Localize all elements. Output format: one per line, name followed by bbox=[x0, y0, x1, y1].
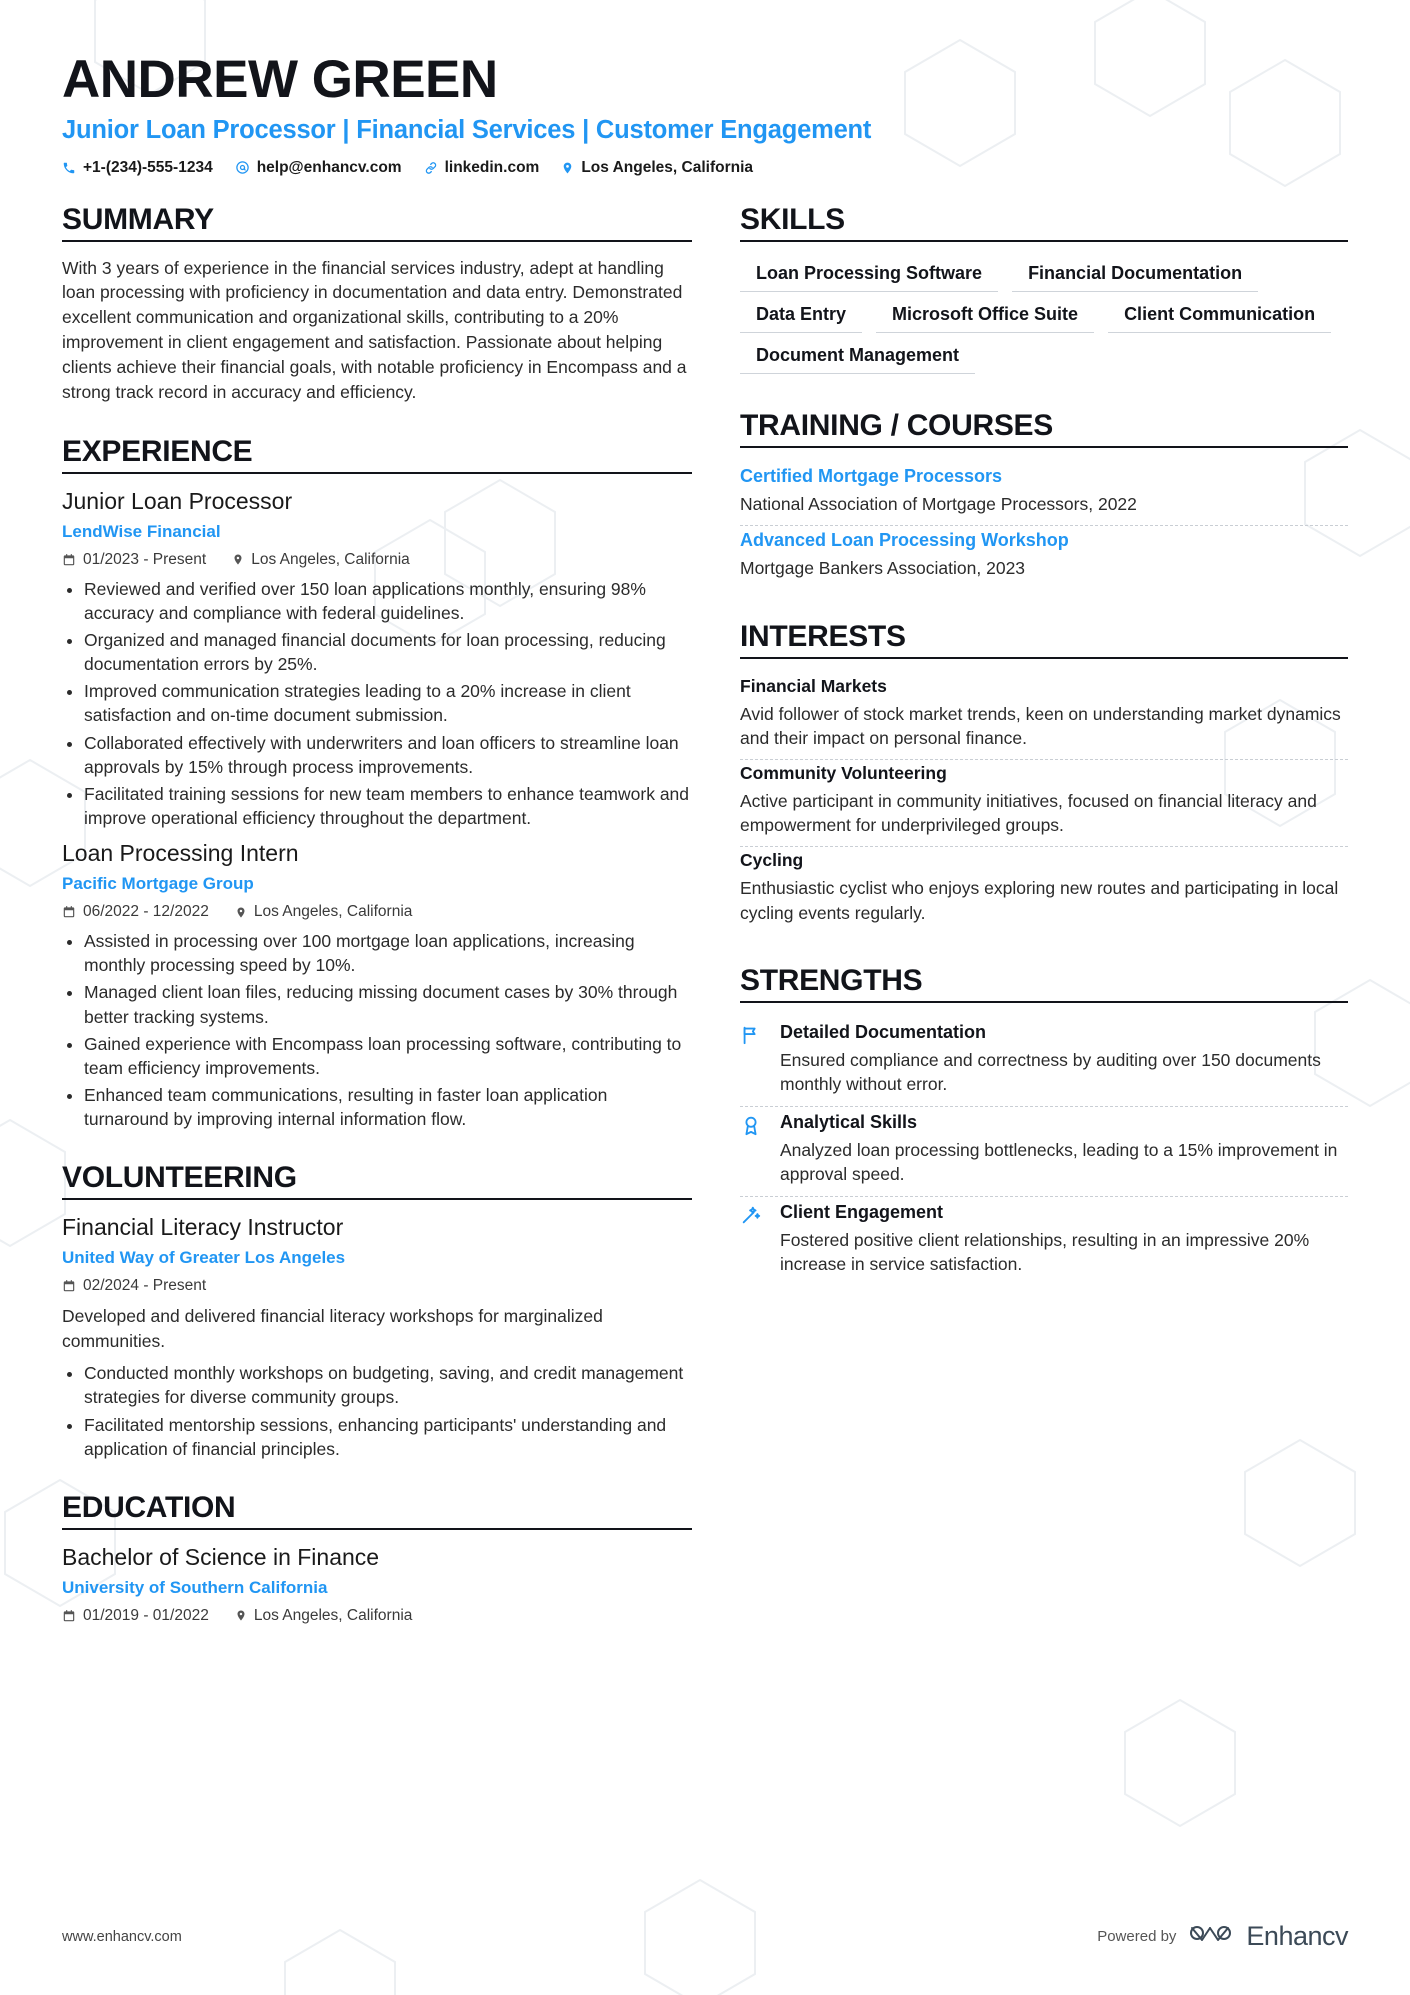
section-title-interests: INTERESTS bbox=[740, 620, 1348, 659]
list-item: • Improved communication strategies leading to a 20% increase in client satisfaction and on-time document submission. bbox=[84, 679, 692, 727]
section-interests bbox=[740, 620, 1348, 934]
location-icon bbox=[232, 552, 244, 567]
experience-bullets bbox=[62, 929, 692, 1131]
section-title-skills: SKILLS bbox=[740, 203, 1348, 242]
experience-company[interactable]: Pacific Mortgage Group bbox=[62, 874, 254, 894]
experience-location bbox=[232, 551, 410, 569]
contact-location bbox=[561, 159, 753, 177]
education-dates-text: 01/2019 - 01/2022 bbox=[83, 1606, 209, 1624]
course-name[interactable]: Advanced Loan Processing Workshop bbox=[740, 530, 1069, 551]
skill-chip: Financial Documentation bbox=[1012, 256, 1258, 292]
interest-item bbox=[740, 760, 1348, 847]
interest-name: Community Volunteering bbox=[740, 763, 947, 784]
section-summary bbox=[62, 203, 692, 405]
list-item: • Managed client loan files, reducing missing document cases by 30% through better tracking systems. bbox=[84, 980, 692, 1028]
interest-detail: Avid follower of stock market trends, keen on understanding market dynamics and their impact on personal finance. bbox=[740, 703, 1341, 749]
calendar-icon bbox=[62, 905, 76, 919]
interest-item bbox=[740, 847, 1348, 933]
list-item: • Gained experience with Encompass loan processing software, contributing to team efficiency improvements. bbox=[84, 1032, 692, 1080]
education-location bbox=[235, 1607, 413, 1625]
page-footer bbox=[62, 1920, 1348, 1953]
magic-wand-icon bbox=[740, 1202, 766, 1276]
education-meta bbox=[62, 1607, 692, 1625]
list-item: • Organized and managed financial documents for loan processing, reducing documentation errors by 25%. bbox=[84, 628, 692, 676]
volunteering-entry bbox=[62, 1214, 692, 1461]
contact-link-text: linkedin.com bbox=[444, 158, 540, 176]
resume-header bbox=[62, 52, 1348, 177]
page-title: ANDREW GREEN bbox=[62, 50, 498, 109]
experience-dates-text: 06/2022 - 12/2022 bbox=[83, 903, 209, 921]
strength-item bbox=[740, 1197, 1348, 1286]
volunteering-dates-text: 02/2024 - Present bbox=[83, 1277, 207, 1295]
education-school[interactable]: University of Southern California bbox=[62, 1577, 328, 1597]
interest-detail: Active participant in community initiatives, focused on financial literacy and empowerment for underprivileged groups. bbox=[740, 791, 1317, 836]
interest-detail: Enthusiastic cyclist who enjoys exploring new routes and participating in local cycling events regularly. bbox=[740, 878, 1339, 923]
location-icon bbox=[235, 905, 247, 920]
strength-detail: Analyzed loan processing bottlenecks, leading to a 15% improvement in approval speed. bbox=[780, 1140, 1338, 1185]
volunteering-dates bbox=[62, 1277, 206, 1295]
section-title-training: TRAINING / COURSES bbox=[740, 409, 1348, 448]
experience-meta bbox=[62, 903, 692, 921]
section-volunteering bbox=[62, 1161, 692, 1461]
section-skills bbox=[740, 203, 1348, 379]
contact-email-text: help@enhancv.com bbox=[256, 158, 402, 176]
strength-detail: Ensured compliance and correctness by auditing over 150 documents monthly without error. bbox=[780, 1049, 1321, 1094]
course-item bbox=[740, 462, 1348, 527]
contact-phone[interactable] bbox=[62, 159, 213, 177]
email-icon bbox=[235, 160, 250, 175]
headline: Junior Loan Processor | Financial Services | Customer Engagement bbox=[62, 115, 872, 144]
skill-chip: Data Entry bbox=[740, 297, 862, 333]
experience-meta bbox=[62, 551, 692, 569]
course-detail: National Association of Mortgage Processors, 2022 bbox=[740, 493, 1137, 514]
phone-icon bbox=[62, 161, 76, 175]
calendar-icon bbox=[62, 1609, 76, 1623]
footer-url[interactable]: www.enhancv.com bbox=[62, 1928, 182, 1945]
skill-chip: Document Management bbox=[740, 338, 975, 374]
contact-row bbox=[62, 159, 1348, 177]
experience-role: Junior Loan Processor bbox=[62, 487, 293, 514]
calendar-icon bbox=[62, 553, 76, 567]
strength-detail: Fostered positive client relationships, resulting in an impressive 20% increase in service satisfaction. bbox=[780, 1230, 1310, 1275]
experience-dates bbox=[62, 551, 206, 569]
section-title-strengths: STRENGTHS bbox=[740, 964, 1348, 1003]
location-icon bbox=[235, 1608, 247, 1623]
award-icon bbox=[740, 1112, 766, 1186]
enhancv-logo-icon bbox=[1188, 1920, 1234, 1953]
section-title-experience: EXPERIENCE bbox=[62, 435, 692, 474]
contact-location-text: Los Angeles, California bbox=[581, 158, 754, 176]
footer-brand-group bbox=[1097, 1920, 1348, 1953]
calendar-icon bbox=[62, 1279, 76, 1293]
list-item: • Facilitated mentorship sessions, enhancing participants' understanding and application of financial principles. bbox=[84, 1413, 692, 1461]
course-name[interactable]: Certified Mortgage Processors bbox=[740, 465, 1003, 486]
contact-email[interactable] bbox=[235, 159, 402, 177]
list-item: • Enhanced team communications, resulting in faster loan application turnaround by improving internal information flow. bbox=[84, 1083, 692, 1131]
experience-entry bbox=[62, 840, 692, 1131]
strength-name: Detailed Documentation bbox=[780, 1021, 987, 1042]
skill-chip: Microsoft Office Suite bbox=[876, 297, 1094, 333]
list-item: • Collaborated effectively with underwriters and loan officers to streamline loan approvals by 15% through process improvements. bbox=[84, 731, 692, 779]
course-item bbox=[740, 526, 1348, 590]
strength-name: Analytical Skills bbox=[780, 1112, 918, 1133]
education-dates bbox=[62, 1607, 209, 1625]
interest-item bbox=[740, 673, 1348, 760]
section-education bbox=[62, 1491, 692, 1625]
volunteering-meta bbox=[62, 1277, 692, 1295]
list-item: • Facilitated training sessions for new team members to enhance teamwork and improve operational efficiency throughout the department. bbox=[84, 782, 692, 830]
experience-bullets bbox=[62, 577, 692, 830]
contact-link[interactable] bbox=[424, 159, 540, 177]
education-location-text: Los Angeles, California bbox=[253, 1606, 413, 1624]
interest-name: Cycling bbox=[740, 850, 804, 871]
brand-name: Enhancv bbox=[1246, 1921, 1348, 1951]
section-title-summary: SUMMARY bbox=[62, 203, 692, 242]
strength-name: Client Engagement bbox=[780, 1202, 944, 1223]
interest-name: Financial Markets bbox=[740, 675, 887, 696]
skill-chip: Loan Processing Software bbox=[740, 256, 998, 292]
right-column bbox=[740, 203, 1348, 1629]
experience-location-text: Los Angeles, California bbox=[251, 550, 410, 568]
volunteering-description: Developed and delivered financial literacy workshops for marginalized communities. bbox=[62, 1306, 603, 1351]
education-degree: Bachelor of Science in Finance bbox=[62, 1543, 380, 1570]
education-entry bbox=[62, 1544, 692, 1625]
experience-location-text: Los Angeles, California bbox=[253, 903, 413, 921]
strength-item bbox=[740, 1017, 1348, 1107]
experience-dates bbox=[62, 903, 209, 921]
section-experience bbox=[62, 435, 692, 1132]
link-icon bbox=[424, 161, 438, 175]
experience-company[interactable]: LendWise Financial bbox=[62, 521, 221, 541]
experience-role: Loan Processing Intern bbox=[62, 840, 299, 867]
strength-item bbox=[740, 1107, 1348, 1197]
powered-by-label: Powered by bbox=[1097, 1928, 1177, 1945]
left-column bbox=[62, 203, 692, 1629]
experience-location bbox=[235, 903, 413, 921]
list-item: • Assisted in processing over 100 mortgage loan applications, increasing monthly processing speed by 10%. bbox=[84, 929, 692, 977]
location-icon bbox=[561, 160, 574, 176]
course-detail: Mortgage Bankers Association, 2023 bbox=[740, 558, 1026, 579]
experience-entry bbox=[62, 488, 692, 830]
experience-dates-text: 01/2023 - Present bbox=[83, 550, 207, 568]
section-strengths bbox=[740, 964, 1348, 1287]
list-item: • Reviewed and verified over 150 loan applications monthly, ensuring 98% accuracy and compliance with federal guidelines. bbox=[84, 577, 692, 625]
summary-text: With 3 years of experience in the financial services industry, adept at handling loan processing with proficiency in documentation and data entry. Demonstrated excellent communication and organizational skills, contributing to a 20% improvement in client engagement and satisfaction. Passionate about helping clients achieve their financial goals, with notable proficiency in Encompass and a strong track record in accuracy and efficiency. bbox=[62, 257, 687, 402]
volunteering-organization[interactable]: United Way of Greater Los Angeles bbox=[62, 1248, 346, 1268]
section-training bbox=[740, 409, 1348, 590]
list-item: • Conducted monthly workshops on budgeting, saving, and credit management strategies for diverse community groups. bbox=[84, 1361, 692, 1409]
skills-list bbox=[740, 256, 1348, 379]
volunteering-bullets bbox=[62, 1361, 692, 1461]
flag-icon bbox=[740, 1022, 766, 1096]
section-title-education: EDUCATION bbox=[62, 1491, 692, 1530]
section-title-volunteering: VOLUNTEERING bbox=[62, 1161, 692, 1200]
contact-phone-text: +1-(234)-555-1234 bbox=[83, 158, 213, 176]
volunteering-role: Financial Literacy Instructor bbox=[62, 1214, 344, 1241]
skill-chip: Client Communication bbox=[1108, 297, 1331, 333]
